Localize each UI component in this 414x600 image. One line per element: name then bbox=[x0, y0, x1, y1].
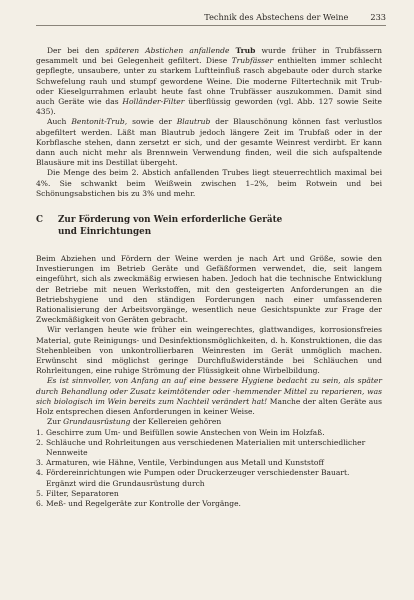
section-title bbox=[58, 215, 282, 238]
list-number: 5. bbox=[36, 488, 44, 498]
paragraph-intro: Beim Abziehen und Fördern der Weine werden je nach Art und Größe, sowie den Investierungen im Betrieb Geräte und Gefäßformen verwendet, die, seit langem eingeführt, sich als zweckmäßig erwiesen haben. Jedoch hat die technische Entwicklung der Betriebe mit neuen Werkstoffen, mit den gesteigerten Anforderungen an die Betriebshygiene und den ständigen Forderungen nach einer umfassenderen Rationalisierung der Arbeitsvorgänge, wesentlich neue Gesichtspunkte zur Frage der Zweckmäßigkeit von Geräten gebracht. bbox=[36, 254, 382, 325]
bold-term: Trub bbox=[235, 46, 256, 55]
text-run: Der bei den bbox=[47, 46, 106, 55]
italic-run: Holländer-Filter bbox=[122, 97, 185, 107]
paragraph-bentonit bbox=[36, 117, 382, 168]
paragraph-trubmenge: Die Menge des beim 2. Abstich anfallenden Trubes liegt steuerrechtlich maximal bei 4%. Sie schwankt beim Weißwein zwischen 1–2%, beim Rotwein und bei Schönungsabstichen bis zu 3% und mehr. bbox=[36, 168, 382, 198]
italic-run: späteren Abstichen anfallende bbox=[105, 46, 230, 55]
list-number: 2. bbox=[36, 437, 44, 447]
list-number: 6. bbox=[36, 498, 44, 508]
section-letter: C bbox=[36, 215, 44, 226]
list-text: Schläuche und Rohrleitungen aus verschiedenen Materialien mit unterschiedlicher Nennweite bbox=[46, 437, 366, 457]
list-text: Armaturen, wie Hähne, Ventile, Verbindungen aus Metall und Kunststoff bbox=[46, 458, 324, 468]
list-number: 1. bbox=[36, 427, 44, 437]
running-title: Technik des Abstechens der Weine bbox=[204, 12, 349, 22]
list-item bbox=[36, 438, 382, 458]
text-run: enthielten immer schlecht gepflegte, unsaubere, unter zu starkem Luftteinfluß rasch abgebaute oder durch starke Schwefelung rauh und stumpf gewordene Weine. Die moderne Filtertechnik mit Trub- oder Kieselgurrahmen erlaubt heute fast ohne Trubfässer auszukommen. Damit sind auch Geräte wie das bbox=[36, 56, 382, 107]
section-title-line: Zur Förderung von Wein erforderliche Geräte bbox=[58, 215, 283, 226]
text-run: der Kellereien gehören bbox=[130, 417, 222, 427]
italic-run: Blautrub bbox=[176, 117, 211, 127]
italic-run: Grundausrüstung bbox=[63, 417, 131, 427]
italic-run: Es ist sinnvoller, von Anfang an auf eine bessere Hygiene bedacht zu sein, als später durch Behandlung oder Zusatz keimtötender oder -hemmender Mittel zu reparieren, was sich biologisch im Wein bereits zum Nachteil verändert hat! bbox=[36, 376, 382, 406]
paragraph-trub bbox=[36, 46, 382, 117]
text-run: überflüssig geworden (vgl. Abb. 127 sowie Seite 435). bbox=[36, 97, 382, 117]
list-item bbox=[36, 428, 382, 438]
paragraph-hygiene bbox=[36, 376, 382, 417]
list-text: Fördereinrichtungen wie Pumpen oder Druckerzeuger verschiedenster Bauart. Ergänzt wird die Grundausrüstung durch bbox=[46, 468, 350, 488]
list-number: 3. bbox=[36, 458, 44, 468]
list-number: 4. bbox=[36, 468, 44, 478]
equipment-list bbox=[36, 428, 382, 510]
page-number: 233 bbox=[370, 12, 386, 22]
running-head bbox=[36, 12, 386, 26]
section-title-line: und Einrichtungen bbox=[58, 226, 152, 237]
italic-run: Bentonit-Trub, bbox=[71, 117, 128, 127]
text-run: sowie der bbox=[127, 117, 177, 127]
list-item bbox=[36, 468, 382, 488]
list-item bbox=[36, 489, 382, 499]
text-run: wurde früher in Trubfässern gesammelt und bei Gelegenheit gefiltert. Diese bbox=[36, 46, 382, 66]
text-run: Auch bbox=[47, 117, 72, 127]
list-item bbox=[36, 499, 382, 509]
list-text: Filter, Separatoren bbox=[46, 488, 119, 498]
section-heading bbox=[36, 215, 382, 238]
italic-run: Trubfässer bbox=[231, 56, 274, 66]
text-run: Zur bbox=[47, 417, 64, 427]
list-text: Meß- und Regelgeräte zur Kontrolle der Vorgänge. bbox=[46, 498, 241, 508]
text-run: Manche der alten Geräte aus Holz entsprechen diesen Anforderungen in keiner Weise. bbox=[36, 396, 382, 417]
main-text bbox=[36, 46, 382, 509]
list-text: Geschirre zum Um- und Beifüllen sowie Anstechen von Wein im Holzfaß. bbox=[46, 427, 325, 437]
text-run: der Blauschönung können fast verlustlos abgefiltert werden. Läßt man Blautrub jedoch längere Zeit im Trubfaß oder in der Korbflasche stehen, dann zersetzt er sich, und der gesamte Weinrest verdirbt. Er kann dann auch nicht mehr als Brennwein Verwendung finden, weil die sich aufspaltende Blausäure mit ins Destillat übergeht. bbox=[36, 117, 382, 168]
list-item bbox=[36, 458, 382, 468]
paragraph-material: Wir verlangen heute wie früher ein weingerechtes, glattwandiges, korrosionsfreies Material, gute Reinigungs- und Desinfektionsmöglichkeiten, d. h. Konstruktionen, die das Stehenbleiben von unkontrollierbaren Weinresten im Gerät unmöglich machen. Erwünscht sind möglichst geringe Durchflußwiderstände bei Schläuchen und Rohrleitungen, eine ruhige Strömung der Flüssigkeit ohne Wirbelbildung. bbox=[36, 325, 382, 376]
paragraph-grundausruestung bbox=[36, 417, 382, 427]
